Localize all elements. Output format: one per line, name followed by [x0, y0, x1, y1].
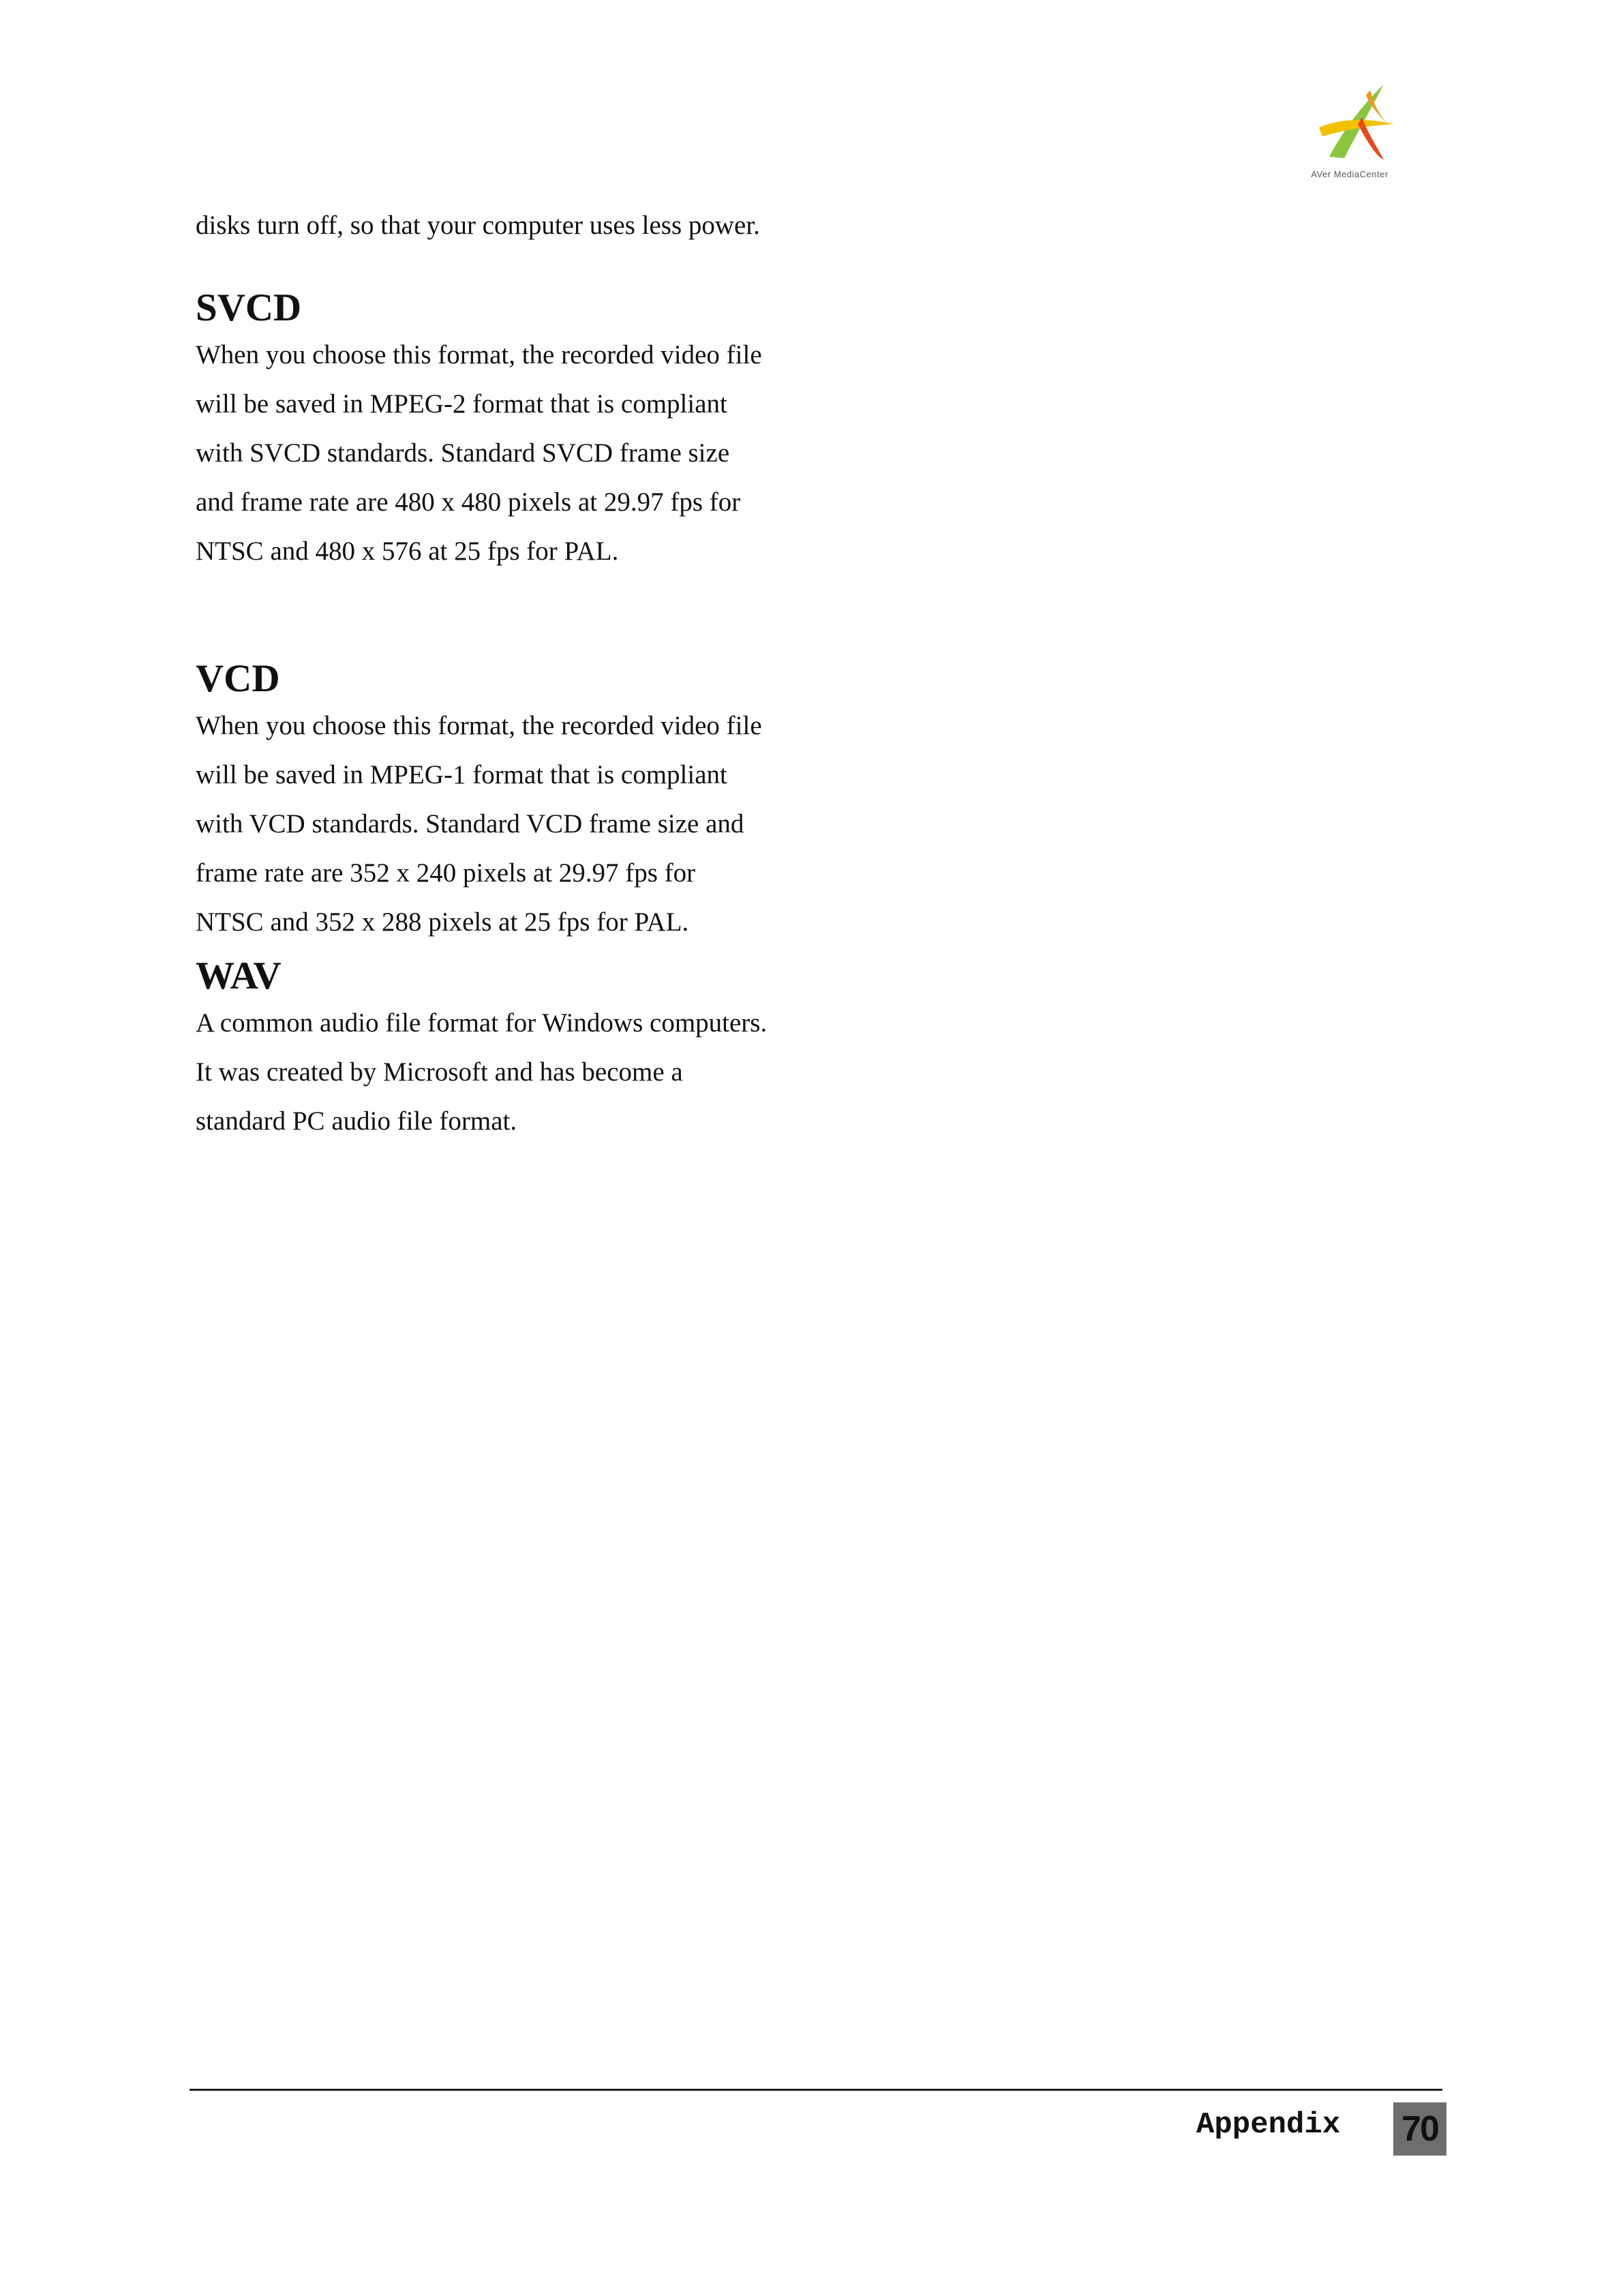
document-body	[196, 201, 1014, 1146]
section-heading: VCD	[196, 657, 280, 700]
section-wav	[196, 954, 1014, 1146]
section-heading: SVCD	[196, 286, 302, 329]
paragraph-line: When you choose this format, the recorded video file	[196, 711, 762, 740]
paragraph-line: NTSC and 352 x 288 pixels at 25 fps for PAL.	[196, 907, 689, 937]
paragraph-line: When you choose this format, the recorded video file	[196, 340, 762, 369]
paragraph-line: and frame rate are 480 x 480 pixels at 29.97 fps for	[196, 487, 741, 517]
footer-section-label: Appendix	[1196, 2108, 1341, 2142]
footer-divider	[189, 2089, 1442, 2091]
paragraph-line: frame rate are 352 x 240 pixels at 29.97 fps for	[196, 858, 696, 888]
paragraph-line: with SVCD standards. Standard SVCD frame size	[196, 438, 730, 468]
page-number: 70	[1401, 2109, 1438, 2149]
aver-mediacenter-logo-icon	[1281, 76, 1418, 168]
paragraph-line: disks turn off, so that your computer uses less power.	[196, 211, 760, 240]
paragraph-line: It was created by Microsoft and has become a	[196, 1057, 683, 1087]
paragraph-line: will be saved in MPEG-1 format that is compliant	[196, 760, 727, 789]
logo	[1281, 76, 1418, 185]
section-vcd	[196, 656, 1014, 947]
section-heading: WAV	[196, 954, 282, 997]
paragraph-line: A common audio file format for Windows computers.	[196, 1008, 768, 1038]
page-number-box	[1393, 2102, 1446, 2156]
continued-paragraph	[196, 201, 1014, 250]
paragraph-line: with VCD standards. Standard VCD frame size and	[196, 809, 744, 839]
paragraph-line: will be saved in MPEG-2 format that is compliant	[196, 389, 727, 419]
paragraph-line: NTSC and 480 x 576 at 25 fps for PAL.	[196, 537, 619, 566]
section-svcd	[196, 286, 1014, 576]
paragraph-line: standard PC audio file format.	[196, 1106, 517, 1136]
logo-text: AVer MediaCenter	[1311, 169, 1389, 179]
